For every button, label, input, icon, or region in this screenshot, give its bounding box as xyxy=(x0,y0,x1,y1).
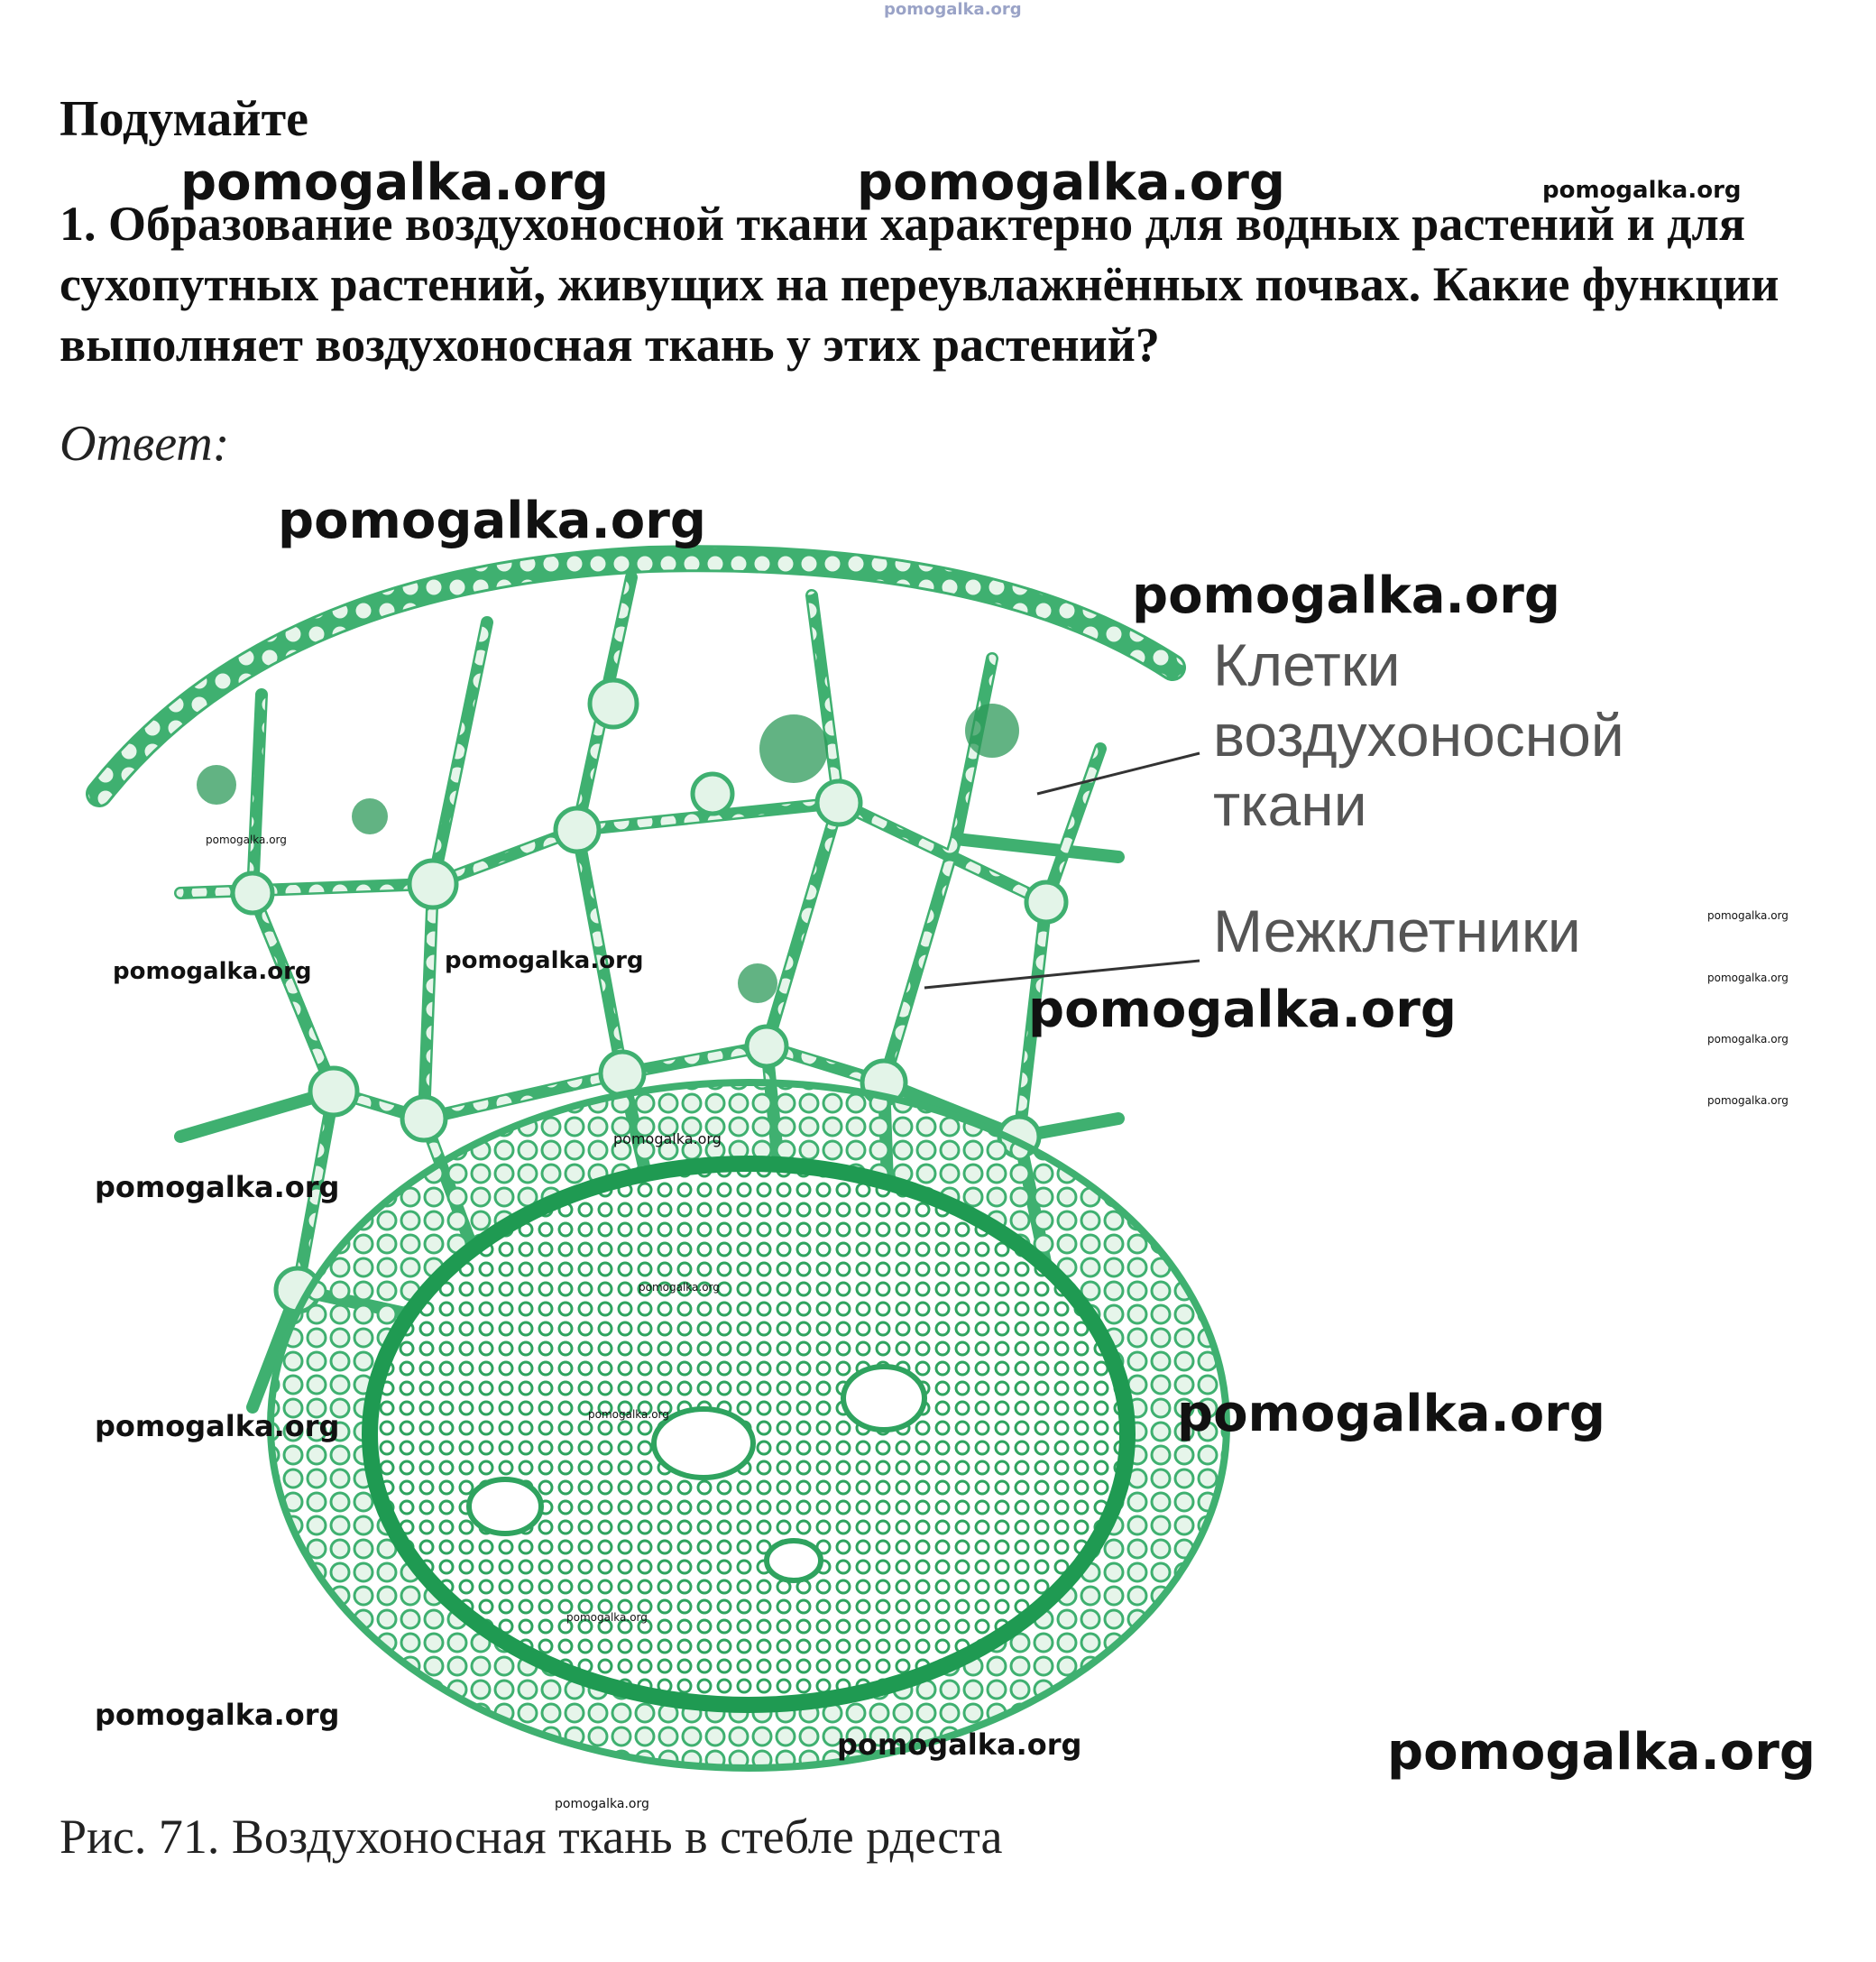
watermark: pomogalka.org xyxy=(1707,1033,1789,1045)
tissue-figure xyxy=(0,505,1876,1804)
watermark: pomogalka.org xyxy=(278,492,706,550)
watermark: pomogalka.org xyxy=(445,947,644,974)
answer-label: Ответ: xyxy=(60,416,230,472)
figure-caption: Рис. 71. Воздухоносная ткань в стебле рдеста xyxy=(60,1810,1003,1864)
watermark: pomogalka.org xyxy=(566,1611,648,1624)
section-heading: Подумайте xyxy=(60,91,308,147)
watermark: pomogalka.org xyxy=(613,1130,722,1147)
watermark: pomogalka.org xyxy=(206,834,287,846)
watermark: pomogalka.org xyxy=(1387,1723,1816,1782)
watermark: pomogalka.org xyxy=(1707,972,1789,984)
watermark: pomogalka.org xyxy=(95,1170,340,1204)
label-cells-line1: Клетки xyxy=(1213,631,1401,698)
label-intercellular: Межклетники xyxy=(1213,898,1581,964)
watermark: pomogalka.org xyxy=(857,153,1285,212)
watermark: pomogalka.org xyxy=(113,958,312,985)
watermark: pomogalka.org xyxy=(95,1409,340,1443)
header-watermark: pomogalka.org xyxy=(884,0,1022,19)
watermark: pomogalka.org xyxy=(555,1797,649,1811)
watermark: pomogalka.org xyxy=(1132,566,1560,625)
watermark: pomogalka.org xyxy=(1707,1094,1789,1107)
watermark: pomogalka.org xyxy=(1707,909,1789,922)
watermark: pomogalka.org xyxy=(95,1698,340,1732)
question-text: 1. Образование воздухоносной ткани характерно для водных растений и для сухопутных растений, живущих на переувлажнённых почвах. Какие функции выполняет воздухоносная ткань у этих растений? xyxy=(60,197,1779,372)
watermark: pomogalka.org xyxy=(1542,177,1742,204)
leader-line-cells xyxy=(1037,753,1200,794)
watermark: pomogalka.org xyxy=(588,1408,669,1421)
watermark: pomogalka.org xyxy=(639,1281,720,1294)
watermark: pomogalka.org xyxy=(180,153,609,212)
label-cells-line3: ткани xyxy=(1213,771,1367,838)
label-cells-line2: воздухоносной xyxy=(1213,702,1624,769)
watermark: pomogalka.org xyxy=(1028,981,1457,1039)
watermark: pomogalka.org xyxy=(837,1727,1082,1762)
watermark: pomogalka.org xyxy=(1177,1385,1605,1443)
